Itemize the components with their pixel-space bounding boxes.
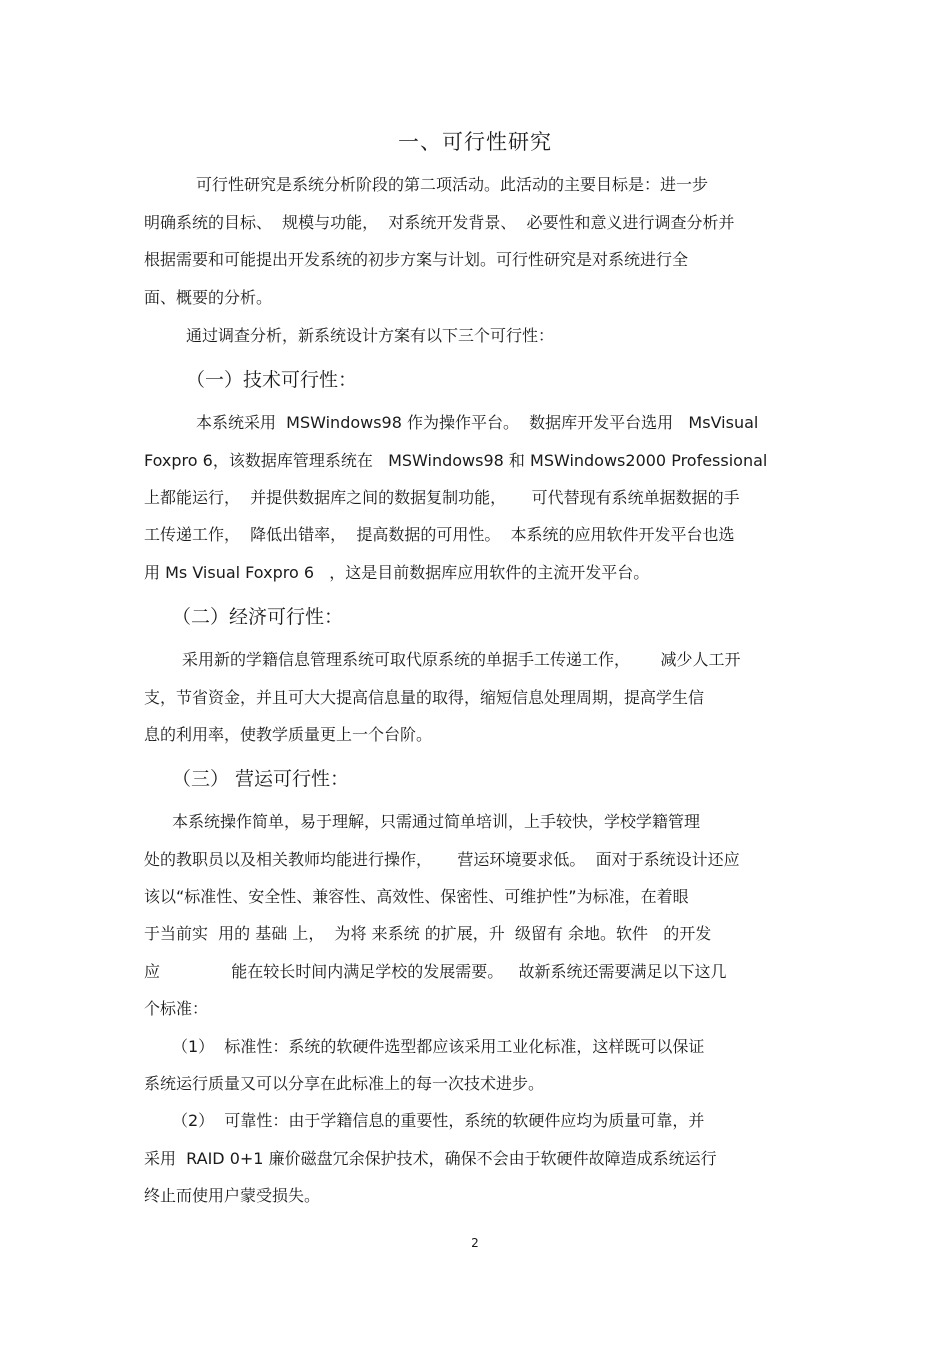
intro-line: 面、概要的分析。 xyxy=(144,288,273,307)
standard-item-line: （2） 可靠性：由于学籍信息的重要性，系统的软硬件应均为质量可靠，并 xyxy=(172,1111,705,1130)
paragraph-line: 本系统操作简单，易于理解，只需通过简单培训，上手较快，学校学籍管理 xyxy=(172,812,701,831)
paragraph-line: 用 Ms Visual Foxpro 6 ，这是目前数据库应用软件的主流开发平台。 xyxy=(144,563,650,582)
section-heading-technical: （一）技术可行性： xyxy=(186,369,358,391)
paragraph-line: 处的教职员以及相关教师均能进行操作， 营运环境要求低。 面对于系统设计还应 xyxy=(144,850,740,869)
section-heading-operational: （三） 营运可行性： xyxy=(172,768,350,790)
paragraph-line: 工传递工作， 降低出错率， 提高数据的可用性。 本系统的应用软件开发平台也选 xyxy=(144,525,735,544)
paragraph-line: 于当前实 用的 基础 上， 为将 来系统 的扩展，升 级留有 余地。软件 的开发 xyxy=(144,924,712,943)
paragraph-line: 应 能在较长时间内满足学校的发展需要。 故新系统还需要满足以下这几 xyxy=(144,962,727,981)
standard-item-line: 系统运行质量又可以分享在此标准上的每一次技术进步。 xyxy=(144,1074,545,1093)
standard-item-line: （1） 标准性：系统的软硬件选型都应该采用工业化标准，这样既可以保证 xyxy=(172,1037,705,1056)
paragraph-line: 本系统采用 MSWindows98 作为操作平台。 数据库开发平台选用 MsVisual xyxy=(196,413,759,432)
page-number: 2 xyxy=(471,1236,479,1250)
paragraph-line: 采用新的学籍信息管理系统可取代原系统的单据手工传递工作， 减少人工开 xyxy=(182,650,741,669)
summary-line: 通过调查分析，新系统设计方案有以下三个可行性： xyxy=(186,326,555,345)
paragraph-line: 个标准： xyxy=(144,999,209,1018)
paragraph-line: 该以“标准性、安全性、兼容性、高效性、保密性、可维护性”为标准，在着眼 xyxy=(144,887,689,906)
paragraph-line: 上都能运行， 并提供数据库之间的数据复制功能， 可代替现有系统单据数据的手 xyxy=(144,488,740,507)
standard-item-line: 采用 RAID 0+1 廉价磁盘冗余保护技术，确保不会由于软硬件故障造成系统运行 xyxy=(144,1149,717,1168)
standard-item-line: 终止而使用户蒙受损失。 xyxy=(144,1186,321,1205)
section-heading-economic: （二）经济可行性： xyxy=(172,606,344,628)
intro-line: 根据需要和可能提出开发系统的初步方案与计划。可行性研究是对系统进行全 xyxy=(144,250,689,269)
intro-line: 可行性研究是系统分析阶段的第二项活动。此活动的主要目标是：进一步 xyxy=(196,175,709,194)
intro-line: 明确系统的目标、 规模与功能， 对系统开发背景、 必要性和意义进行调查分析并 xyxy=(144,213,735,232)
paragraph-line: Foxpro 6，该数据库管理系统在 MSWindows98 和 MSWindows2000 Professional xyxy=(144,451,768,470)
page-title: 一、可行性研究 xyxy=(398,130,552,154)
paragraph-line: 息的利用率，使教学质量更上一个台阶。 xyxy=(144,725,433,744)
paragraph-line: 支，节省资金，并且可大大提高信息量的取得，缩短信息处理周期，提高学生信 xyxy=(144,688,705,707)
